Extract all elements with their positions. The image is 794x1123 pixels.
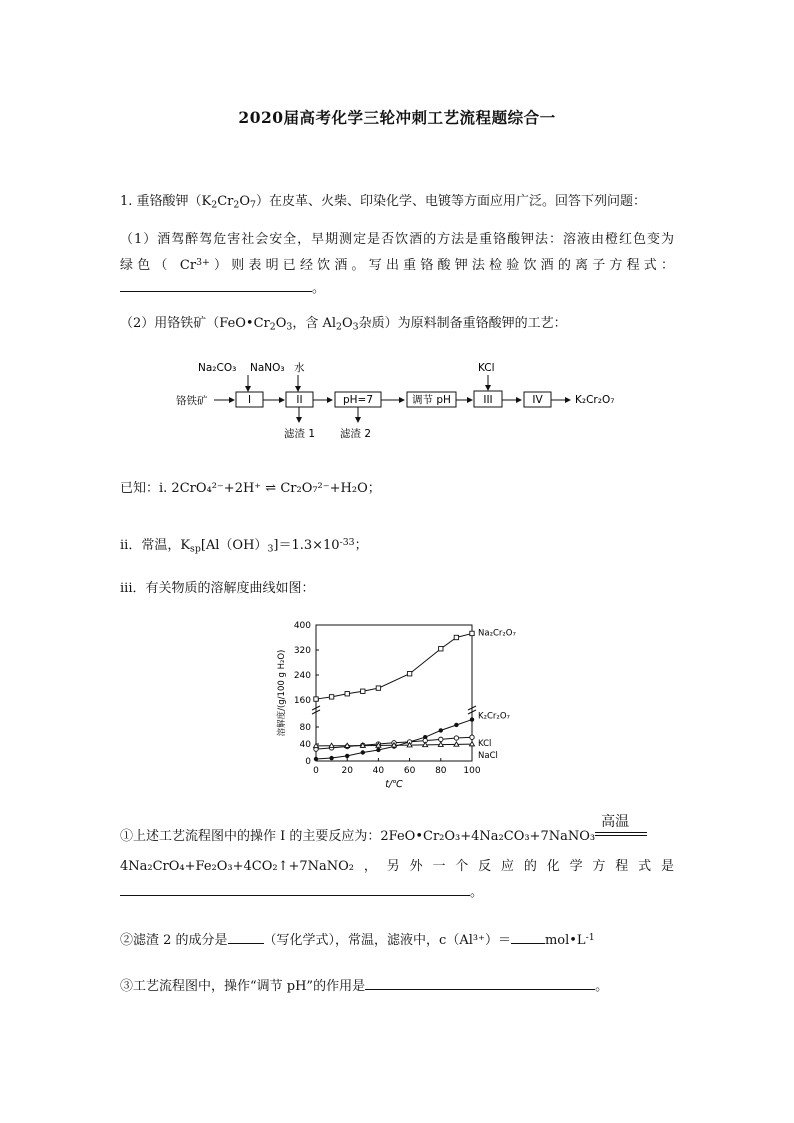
part1-line2: 绿色（ $Cr^{3+}$）则表明已经饮酒。写出重铬酸钾法检验饮酒的离子方程式： bbox=[120, 257, 674, 274]
process-flow-diagram bbox=[170, 355, 650, 445]
x-tick-label: 20 bbox=[341, 766, 353, 776]
data-point bbox=[376, 748, 380, 752]
step-box-2-label: II bbox=[296, 394, 303, 406]
data-point bbox=[345, 754, 349, 758]
data-point bbox=[314, 697, 318, 701]
data-point bbox=[423, 742, 428, 746]
subq1-line2: 4Na₂CrO₄+Fe₂O₃+4CO₂↑+7NaNO₂，另外一个反应的化学方程式是 bbox=[120, 859, 674, 874]
residue-1: 滤渣 1 bbox=[284, 428, 316, 440]
answer-blank[interactable] bbox=[365, 975, 595, 990]
step-box-3-label: pH=7 bbox=[342, 394, 374, 406]
product-k2cr2o7: K₂Cr₂O₇ bbox=[575, 394, 615, 406]
answer-blank[interactable] bbox=[120, 881, 470, 896]
x-tick-label: 40 bbox=[372, 766, 385, 776]
subq3-text: ③工艺流程图中，操作“调节 pH”的作用是 。 bbox=[120, 975, 608, 997]
data-point bbox=[470, 631, 474, 635]
data-point bbox=[454, 742, 459, 746]
x-tick-label: 80 bbox=[435, 766, 447, 776]
y-tick-label: 80 bbox=[299, 723, 311, 733]
data-point bbox=[454, 723, 458, 727]
y-tick-label: 320 bbox=[293, 646, 311, 656]
y-tick-label: 400 bbox=[293, 621, 311, 631]
y-tick-label: 240 bbox=[293, 671, 311, 681]
data-point bbox=[329, 756, 333, 760]
data-point bbox=[470, 741, 475, 745]
data-point bbox=[361, 689, 365, 693]
page-title: 2020届高考化学三轮冲刺工艺流程题综合一 bbox=[238, 108, 556, 127]
y-tick-label: 0 bbox=[305, 757, 311, 767]
x-tick-label: 60 bbox=[403, 766, 416, 776]
reagent-na2co3: Na₂CO₃ bbox=[198, 362, 237, 374]
step-box-1-label: I bbox=[247, 394, 252, 406]
question-intro: 1. 重铬酸钾$(K_2Cr_2O_7)$在皮革、火柴、印染化学、电镀等方面应用广泛。回答下列问题： bbox=[120, 194, 646, 211]
data-point bbox=[407, 672, 411, 676]
series-label: KCl bbox=[478, 739, 492, 750]
subq1-answer-line: 。 bbox=[120, 881, 483, 903]
step-box-5-label: III bbox=[483, 394, 493, 406]
series-line bbox=[316, 720, 472, 759]
y-tick-label: 160 bbox=[293, 696, 311, 706]
data-point bbox=[439, 647, 443, 651]
reagent-kcl: KCl bbox=[478, 362, 495, 374]
series-label: K₂Cr₂O₇ bbox=[478, 711, 510, 722]
x-axis-label: t/℃ bbox=[385, 779, 403, 790]
known-iii: iii．有关物质的溶解度曲线如图： bbox=[120, 581, 315, 596]
high-temp-condition: 高温 bbox=[595, 826, 647, 840]
data-point bbox=[345, 743, 350, 747]
data-point bbox=[376, 686, 380, 690]
subq2-text: ②滤渣 2 的成分是 （写化学式），常温，滤液中，$c(Al^{3+})= mol•L^{-1}$ bbox=[120, 928, 595, 951]
step-box-6-label: IV bbox=[532, 394, 543, 406]
known-ii: ii．常温，$K_{sp}[Al(OH)_3]=1.3\times 10^{-33}$； bbox=[120, 537, 368, 555]
known-i: 已知：i. 2CrO₄²⁻+2H⁺ ⇌ Cr₂O₇²⁻+H₂O； bbox=[120, 481, 381, 496]
residue-2: 滤渣 2 bbox=[340, 428, 372, 440]
series-label: Na₂Cr₂O₇ bbox=[478, 628, 516, 639]
data-point bbox=[454, 635, 458, 639]
reagent-water: 水 bbox=[294, 362, 305, 374]
series-line bbox=[316, 633, 472, 699]
answer-blank[interactable] bbox=[511, 929, 545, 944]
data-point bbox=[470, 735, 474, 739]
data-point bbox=[454, 736, 458, 740]
part2-text: （2）用铬铁矿（$FeO•Cr_2O_3$，含 $Al_2O_3$杂质）为原料制备重铬酸钾的工艺： bbox=[120, 316, 567, 333]
part1-answer-line: 。 bbox=[120, 277, 325, 299]
y-axis-label: 溶解度/(g/100 g H₂O) bbox=[277, 649, 287, 737]
data-point bbox=[470, 717, 474, 721]
data-point bbox=[314, 757, 318, 761]
reagent-nano3: NaNO₃ bbox=[250, 362, 285, 374]
data-point bbox=[439, 728, 443, 732]
x-tick-label: 100 bbox=[463, 766, 481, 776]
solubility-chart bbox=[270, 615, 560, 795]
answer-blank[interactable] bbox=[228, 929, 264, 944]
data-point bbox=[329, 695, 333, 699]
data-point bbox=[438, 742, 443, 746]
answer-blank[interactable] bbox=[120, 277, 312, 292]
y-tick-label: 40 bbox=[299, 740, 311, 750]
data-point bbox=[329, 743, 334, 747]
x-tick-label: 0 bbox=[313, 766, 319, 776]
part1-line1: （1）酒驾醉驾危害社会安全，早期测定是否饮酒的方法是重铬酸钾法：溶液由橙红色变为 bbox=[120, 232, 674, 247]
data-point bbox=[439, 737, 443, 741]
series-label: NaCl bbox=[478, 751, 498, 762]
subq1-line1: ①上述工艺流程图中的操作 I 的主要反应为：2FeO•Cr₂O₃+4Na₂CO₃+7NaNO₃ 高温 bbox=[120, 826, 647, 847]
step-box-4-label: 调节 pH bbox=[412, 394, 451, 406]
data-point bbox=[345, 692, 349, 696]
start-chromite: 铬铁矿 bbox=[176, 395, 208, 407]
data-point bbox=[361, 750, 365, 754]
